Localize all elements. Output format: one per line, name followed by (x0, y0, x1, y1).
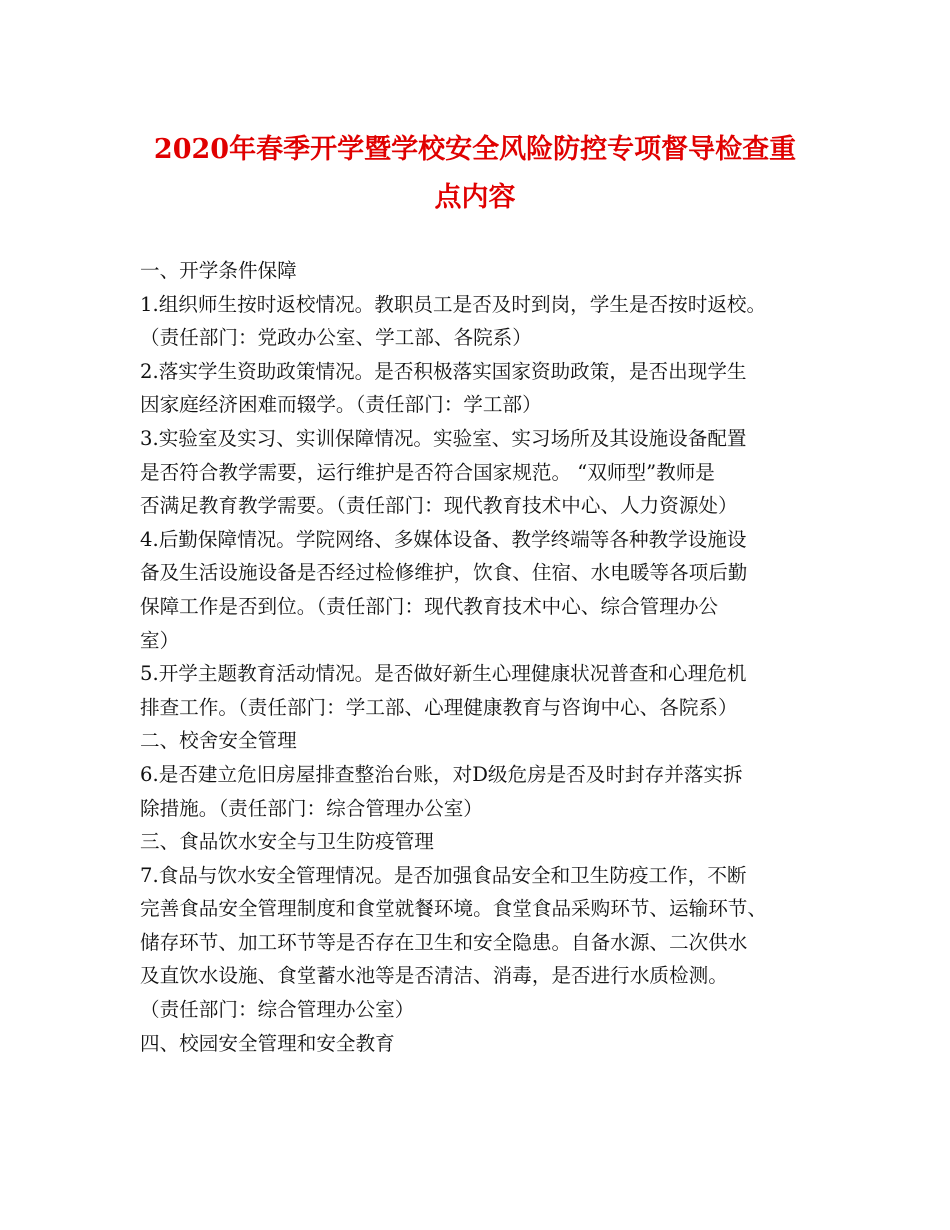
paragraph-line: 除措施。（责任部门：综合管理办公室） (140, 796, 483, 820)
document-title-line-1: 2020年春季开学暨学校安全风险防控专项督导检查重 (153, 134, 797, 165)
paragraph-line: 因家庭经济困难而辍学。（责任部门：学工部） (140, 393, 542, 417)
paragraph-line: 6.是否建立危旧房屋排查整治台账，对D级危房是否及时封存并落实拆 (140, 762, 743, 786)
paragraph-line: （责任部门：党政办公室、学工部、各院系） (140, 326, 532, 350)
paragraph-line: 5.开学主题教育活动情况。是否做好新生心理健康状况普查和心理危机 (140, 662, 747, 686)
paragraph-line: 备及生活设施设备是否经过检修维护，饮食、住宿、水电暖等各项后勤 (140, 561, 748, 585)
paragraph-line: 保障工作是否到位。（责任部门：现代教育技术中心、综合管理办公 (140, 594, 719, 618)
paragraph-line: 否满足教育教学需要。（责任部门：现代教育技术中心、人力资源处） (140, 494, 738, 518)
section-heading-3: 三、食品饮水安全与卫生防疫管理 (140, 830, 434, 854)
paragraph-line: 及直饮水设施、食堂蓄水池等是否清洁、消毒，是否进行水质检测。 (140, 964, 728, 988)
paragraph-line: 4.后勤保障情况。学院网络、多媒体设备、教学终端等各种教学设施设 (140, 527, 747, 551)
paragraph-line: 排查工作。（责任部门：学工部、心理健康教育与咨询中心、各院系） (140, 695, 738, 719)
paragraph-line: 3.实验室及实习、实训保障情况。实验室、实习场所及其设施设备配置 (140, 426, 747, 450)
paragraph-line: 室） (140, 628, 180, 652)
document-body (140, 254, 820, 1060)
section-heading-4: 四、校园安全管理和安全教育 (140, 1031, 395, 1055)
paragraph-line: 7.食品与饮水安全管理情况。是否加强食品安全和卫生防疫工作，不断 (140, 863, 747, 887)
section-heading-1: 一、开学条件保障 (140, 259, 297, 282)
document-title-line-2: 点内容 (434, 182, 516, 213)
paragraph-line: 1.组织师生按时返校情况。教职员工是否及时到岗，学生是否按时返校。 (140, 292, 767, 316)
paragraph-line: 是否符合教学需要，运行维护是否符合国家规范。 “双师型”教师是 (140, 460, 715, 484)
section-heading-2: 二、校舍安全管理 (140, 729, 297, 753)
paragraph-line: 2.落实学生资助政策情况。是否积极落实国家资助政策，是否出现学生 (140, 359, 747, 383)
paragraph-line: （责任部门：综合管理办公室） (140, 998, 415, 1022)
paragraph-line: 完善食品安全管理制度和食堂就餐环境。食堂食品采购环节、运输环节、 (140, 897, 767, 921)
paragraph-line: 储存环节、加工环节等是否存在卫生和安全隐患。自备水源、二次供水 (140, 930, 748, 954)
